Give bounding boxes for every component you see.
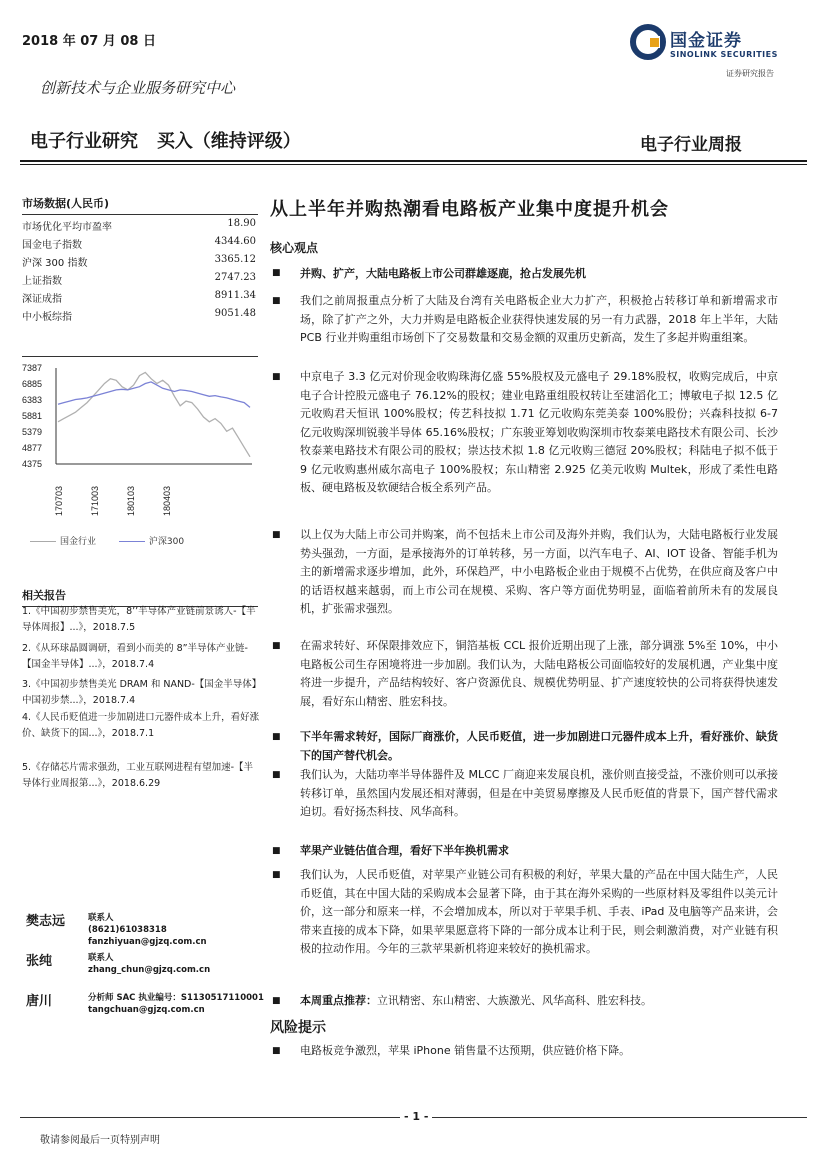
y-tick-label: 6383 (22, 395, 43, 405)
x-tick-label: 170703 (54, 485, 64, 516)
logo-cn: 国金证券 (670, 31, 742, 51)
legend-label-hs300: 沪深300 (148, 537, 185, 547)
report-title: 从上半年并购热潮看电路板产业集中度提升机会 (270, 199, 669, 220)
market-row: 沪深 300 指数 3365.12 (22, 254, 256, 269)
related-report-item[interactable]: 3.《中国初步禁售美光 DRAM 和 NAND-【国金半导体】中国初步禁...》，2018.7.4 (22, 679, 262, 706)
section-heading: 下半年需求转好，国际厂商涨价，人民币贬值，进一步加剧进口元器件成本上升，看好涨价、缺货下的国产替代机会。 (300, 730, 778, 762)
paragraph: 以上仅为大陆上市公司并购案，尚不包括未上市公司及海外并购，我们认为，大陆电路板行业发展势头强劲，一方面，是承接海外的订单转移，另一方面，以汽车电子、AI、IOT 设备、智能手机为主的新增需求逐步增加，此外，环保趋严，中小电路板企业由于规模不占优势，在供应商及客户中的话语权越来越弱，而上市公司在规模、采购、客户等方面优势明显，面临着前所未有的发展良机，扩张需求强烈。 (300, 528, 778, 615)
paragraph: 中京电子 3.3 亿元对价现金收购珠海亿盛 55%股权及元盛电子 29.18%股权，收购完成后，中京电子合计控股元盛电子 76.12%的股权；建业电路重组股权转让至建滔化工；博敏电子拟 12.5 亿元收购君天恒讯 100%股权；传艺科技拟 1.71 亿元收购东莞美泰 100%股份；兴森科技拟 6-7 亿元收购深圳锐骏半导体 65.16%股权；广东骏亚筹划收购深圳市牧泰莱电路技术有限公司、长沙牧泰莱电路技术有限公司的股权；崇达技术拟 1.8 亿元收购三德冠 20%股权；科陆电子拟不低于 9 亿元收购惠州威尔高电子 100%股权；东山精密 2.925 亿美元收购 Multek，形成了柔性电路板、硬电路板及软硬结合板全系列产品。 (300, 370, 778, 494)
report-date: 2018 年 07 月 08 日 (22, 34, 156, 49)
contact-info: 分析师 SAC 执业编号：S1130517110001 tangchuan@gjzq.com.cn (88, 993, 264, 1015)
y-tick-label: 5881 (22, 411, 43, 421)
bullet-icon: ■ (272, 870, 281, 880)
market-row: 中小板综指 9051.48 (22, 308, 256, 323)
chart-top-rule (22, 356, 258, 357)
market-row: 上证指数 2747.23 (22, 272, 256, 287)
related-report-item[interactable]: 4.《人民币贬值进一步加剧进口元器件成本上升，看好涨价、缺货下的国...》，2018.7.1 (22, 712, 260, 739)
contact-name: 张纯 (26, 954, 53, 969)
header-rule-thin (20, 164, 807, 165)
bullet-icon: ■ (272, 641, 281, 651)
market-row: 国金电子指数 4344.60 (22, 236, 256, 251)
bullet-icon: ■ (272, 846, 281, 856)
market-row: 深证成指 8911.34 (22, 290, 256, 305)
related-report-item[interactable]: 1.《中国初步禁售美光，8’’半导体产业链前景诱人-【半导体周报】...》，2018.7.5 (22, 606, 256, 633)
paragraph: 我们之前周报重点分析了大陆及台湾有关电路板企业大力扩产，积极抢占转移订单和新增需求市场，除了扩产之外，大力并购是电路板企业获得快速发展的另一有力武器，2018 年上半年，大陆 PCB 行业并购重组市场创下了交易数量和交易金额的双重历史新高，发生了多起并购重组案。 (300, 294, 778, 344)
chart-legend (30, 534, 184, 547)
bullet-icon: ■ (272, 770, 281, 780)
bullet-icon: ■ (272, 996, 281, 1006)
sinolink-logo-icon (630, 24, 666, 60)
header-rule (20, 160, 807, 162)
recommendation-label: 本周重点推荐： (300, 994, 377, 1007)
contact-name: 唐川 (26, 994, 53, 1009)
page-number: - 1 - (400, 1110, 432, 1123)
bullet-icon: ■ (272, 372, 281, 382)
paragraph: 我们认为，人民币贬值，对苹果产业链公司有积极的利好，苹果大量的产品在中国大陆生产，人民币贬值，其在中国大陆的采购成本会显著下降，由于其在海外采购的一些原材料及零组件以美元计价，这一部分和原来一样，不会增加成本，所以对于苹果手机、手表、iPad 及电脑等产品来讲，会带来直接的成本下降，如果苹果愿意将下降的一部分成本让利于民，则会刺激消费，对产业链有积极的拉动作用。今年的三款苹果新机将迎来较好的换机需求。 (300, 868, 778, 955)
contact-info: 联系人 (8621)61038318 fanzhiyuan@gjzq.com.cn (88, 913, 207, 947)
related-report-item[interactable]: 2.《从环球晶圆调研，看到小而美的 8”半导体产业链-【国金半导体】...》，2018.7.4 (22, 643, 248, 670)
recommendation (300, 992, 778, 1011)
report-type: 电子行业周报 (640, 135, 742, 155)
y-tick-label: 4375 (22, 459, 43, 469)
industry-label: 电子行业研究 (30, 131, 138, 152)
industry-rating (30, 127, 301, 153)
logo-subtitle: 证券研究报告 (726, 69, 774, 78)
x-tick-label: 171003 (90, 485, 100, 516)
bullet-icon: ■ (272, 296, 281, 306)
risk-text: 电路板竞争激烈，苹果 iPhone 销售量不达预期，供应链价格下降。 (300, 1044, 631, 1057)
y-tick-label: 4877 (22, 443, 43, 453)
related-reports-title: 相关报告 (22, 587, 258, 607)
x-tick-label: 180403 (162, 485, 172, 516)
rating-label: 买入（维持评级） (156, 131, 301, 152)
y-tick-label: 6885 (22, 379, 43, 389)
bullet-icon: ■ (272, 732, 281, 742)
series-line-industry (58, 372, 250, 456)
index-line-chart (20, 362, 260, 522)
section-heading: 并购、扩产，大陆电路板上市公司群雄逐鹿，抢占发展先机 (300, 267, 586, 280)
recommendation-text: 立讯精密、东山精密、大族激光、风华高科、胜宏科技。 (377, 994, 652, 1007)
bullet-icon: ■ (272, 1046, 281, 1056)
market-data-title: 市场数据(人民币) (22, 195, 258, 215)
sinolink-logo (630, 22, 800, 82)
contact-info: 联系人 zhang_chun@gjzq.com.cn (88, 953, 211, 975)
x-tick-label: 180103 (126, 485, 136, 516)
legend-label-industry: 国金行业 (60, 537, 97, 547)
footer-disclaimer: 敬请参阅最后一页特别声明 (40, 1135, 160, 1146)
related-report-item[interactable]: 5.《存储芯片需求强劲，工业互联网进程有望加速-【半导体行业周报第...》，2018.6.29 (22, 762, 253, 789)
y-tick-label: 7387 (22, 363, 43, 373)
logo-en: SINOLINK SECURITIES (670, 50, 778, 59)
paragraph: 在需求转好、环保限排效应下，铜箔基板 CCL 报价近期出现了上涨，部分调涨 5%至 10%，中小电路板公司生存困境将进一步加剧。我们认为，大陆电路板公司面临较好的发展机遇，产业集中度将进一步提升，产品结构较好、客户资源优良、规模优势明显、扩产速度较快的公司将获得快速发展，看好东山精密、胜宏科技。 (300, 639, 778, 708)
core-heading: 核心观点 (270, 241, 319, 255)
bullet-icon: ■ (272, 268, 281, 278)
legend-swatch-hs300 (119, 541, 145, 542)
y-tick-label: 5379 (22, 427, 43, 437)
research-center: 创新技术与企业服务研究中心 (40, 79, 236, 97)
section-heading: 苹果产业链估值合理，看好下半年换机需求 (300, 844, 509, 857)
market-row: 市场优化平均市盈率 18.90 (22, 218, 256, 233)
paragraph: 我们认为，大陆功率半导体器件及 MLCC 厂商迎来发展良机，涨价则直接受益，不涨价则可以承接转移订单，虽然国内发展还相对薄弱，但是在中美贸易摩擦及人民币贬值的背景下，国产替代需求迫切。看好扬杰科技、风华高科。 (300, 768, 778, 818)
legend-swatch-industry (30, 541, 56, 542)
contact-name: 樊志远 (26, 914, 66, 929)
risk-heading: 风险提示 (270, 1020, 326, 1036)
bullet-icon: ■ (272, 530, 281, 540)
